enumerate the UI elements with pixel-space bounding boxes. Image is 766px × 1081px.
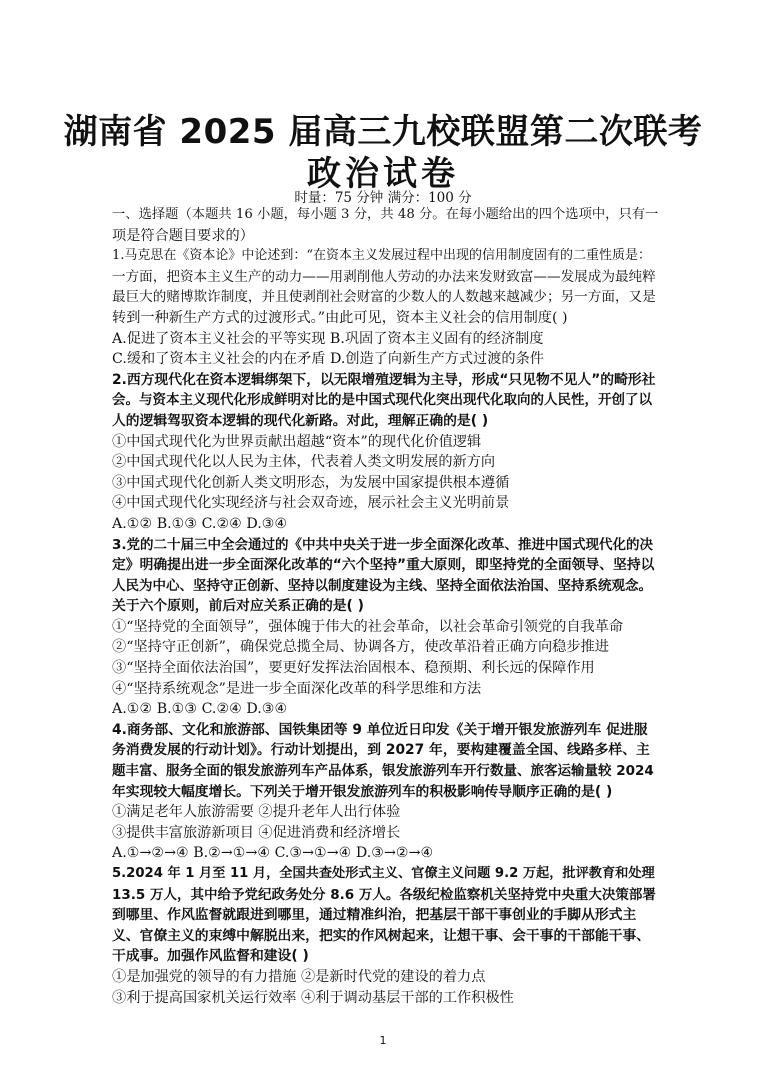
text-line: 项是符合题目要求的） bbox=[112, 227, 254, 244]
text-line: ③“坚持全面依法治国”，要更好发挥法治固根本、稳预期、利长远的保障作用 bbox=[112, 660, 595, 677]
text-line: 1.马克思在《资本论》中论述到：“在资本主义发展过程中出现的信用制度固有的二重性质是： bbox=[112, 248, 652, 264]
text-line: 最巨大的赌博欺诈制度，并且使剥削社会财富的少数人的人数越来越减少；另一方面，又是 bbox=[112, 289, 656, 306]
text-line: A.①→②→④ B.②→①→④ C.③→①→④ D.③→②→④ bbox=[112, 845, 434, 862]
text-line: 关于六个原则，前后对应关系正确的是( ) bbox=[112, 598, 364, 615]
text-line: 一方面，把资本主义生产的动力——用剥削他人劳动的办法来发财致富——发展成为最纯粹 bbox=[112, 268, 656, 285]
text-line: ①中国式现代化为世界贡献出超越“资本”的现代化价值逻辑 bbox=[112, 433, 482, 450]
text-line: 13.5 万人，其中给予党纪政务处分 8.6 万人。各级纪检监察机关坚持党中央重大决策部署 bbox=[112, 886, 656, 903]
exam-title: 湖南省 2025 届高三九校联盟第二次联考 bbox=[63, 112, 703, 152]
text-line: 4.商务部、文化和旅游部、国铁集团等 9 单位近日印发《关于增开银发旅游列车 促进服 bbox=[112, 721, 648, 738]
text-line: 转到一种新生产方式的过渡形式。”由此可见，资本主义社会的信用制度( ) bbox=[112, 309, 568, 326]
text-line: ④中国式现代化实现经济与社会双奇迹，展示社会主义光明前景 bbox=[112, 495, 510, 512]
text-line: A.①② B.①③ C.②④ D.③④ bbox=[112, 515, 288, 532]
text-line: ③利于提高国家机关运行效率 ④利于调动基层干部的工作积极性 bbox=[112, 989, 514, 1006]
text-line: 定》明确提出进一步全面深化改革的“六个坚持”重大原则，即坚持党的全面领导、坚持以 bbox=[112, 557, 655, 574]
text-line: ④“坚持系统观念”是进一步全面深化改革的科学思维和方法 bbox=[112, 680, 482, 697]
text-line: 题丰富、服务全面的银发旅游列车产品体系，银发旅游列车开行数量、旅客运输量较 2024 bbox=[112, 763, 654, 780]
exam-subtitle: 政治试卷 bbox=[307, 154, 459, 194]
text-line: ③提供丰富旅游新项目 ④促进消费和经济增长 bbox=[112, 824, 401, 841]
text-line: 3.党的二十届三中全会通过的《中共中央关于进一步全面深化改革、推进中国式现代化的决 bbox=[112, 536, 654, 553]
text-line: 到哪里、作风监督就跟进到哪里，通过精准纠治，把基层干部干事创业的手脚从形式主 bbox=[112, 907, 637, 924]
text-line: 义、官僚主义的束缚中解脱出来，把实的作风树起来，让想干事、会干事的干部能干事、 bbox=[112, 927, 651, 944]
text-line: ①是加强党的领导的有力措施 ②是新时代党的建设的着力点 bbox=[112, 968, 486, 985]
text-line: 2.西方现代化在资本逻辑绑架下，以无限增殖逻辑为主导，形成“只见物不见人”的畸形社 bbox=[112, 371, 656, 388]
text-line: ②“坚持守正创新”，确保党总揽全局、协调各方，使改革沿着正确方向稳步推进 bbox=[112, 639, 609, 656]
text-line: 人民为中心、坚持守正创新、坚持以制度建设为主线、坚持全面依法治国、坚持系统观念。 bbox=[112, 577, 652, 594]
text-line: 干成事。加强作风监督和建设( ) bbox=[112, 948, 309, 965]
page-number: 1 bbox=[379, 1034, 387, 1047]
text-line: 5.2024 年 1 月至 11 月，全国共查处形式主义、官僚主义问题 9.2 万起，批评教育和处理 bbox=[112, 866, 655, 881]
question-body bbox=[112, 205, 660, 1008]
text-line: ①满足老年人旅游需要 ②提升老年人出行体验 bbox=[112, 804, 401, 821]
text-line: 务消费发展的行动计划》。行动计划提出，到 2027 年，要构建覆盖全国、线路多样、主 bbox=[112, 742, 650, 759]
text-line: A.①② B.①③ C.②④ D.③④ bbox=[112, 701, 288, 718]
text-line: 会。与资本主义现代化形成鲜明对比的是中国式现代化突出现代化取向的人民性，开创了以 bbox=[112, 392, 652, 409]
text-line: 年实现较大幅度增长。下列关于增开银发旅游列车的积极影响传导顺序正确的是( ) bbox=[112, 783, 613, 800]
text-line: ②中国式现代化以人民为主体，代表着人类文明发展的新方向 bbox=[112, 454, 496, 471]
text-line: 人的逻辑驾驭资本逻辑的现代化新路。对此，理解正确的是( ) bbox=[112, 412, 489, 429]
text-line: ①“坚持党的全面领导”，强体魄于伟大的社会革命，以社会革命引领党的自我革命 bbox=[112, 618, 624, 635]
text-line: 一、选择题（本题共 16 小题，每小题 3 分，共 48 分。在每小题给出的四个选项中，只有一 bbox=[112, 207, 659, 222]
exam-meta: 时量：75 分钟 满分：100 分 bbox=[294, 190, 472, 206]
text-line: C.缓和了资本主义社会的内在矛盾 D.创造了向新生产方式过渡的条件 bbox=[112, 351, 544, 368]
text-line: A.促进了资本主义社会的平等实现 B.巩固了资本主义固有的经济制度 bbox=[112, 330, 544, 347]
text-line: ③中国式现代化创新人类文明形态，为发展中国家提供根本遵循 bbox=[112, 474, 510, 491]
